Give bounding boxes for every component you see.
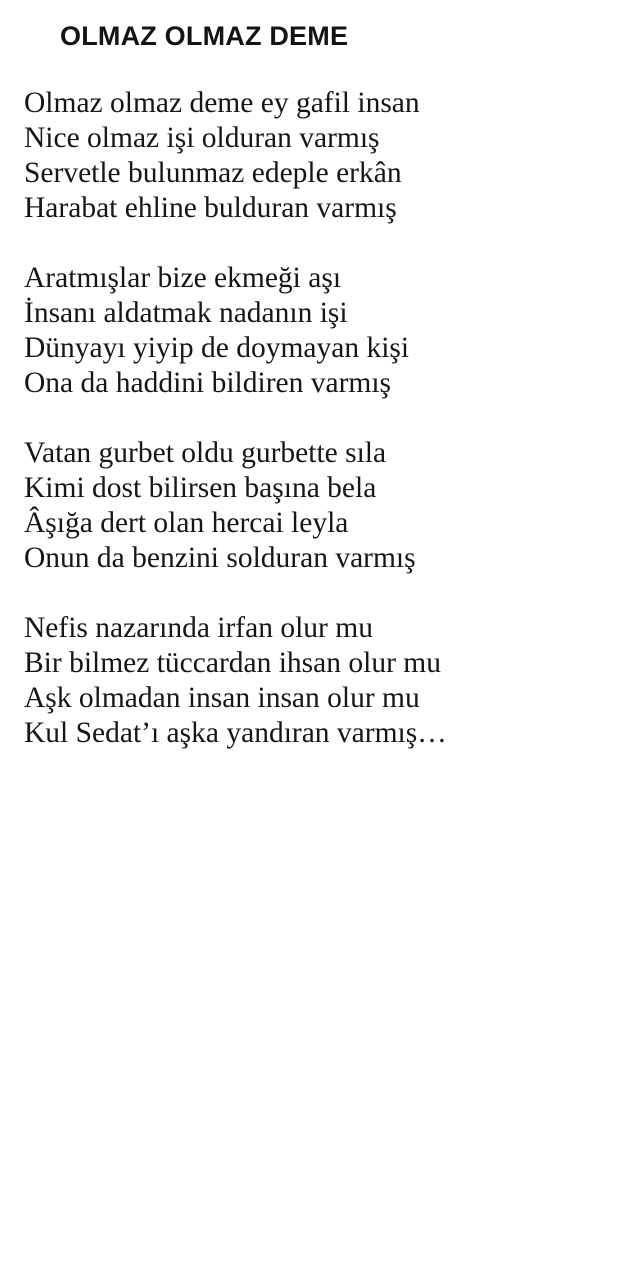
poem-line: Kimi dost bilirsen başına bela <box>24 472 377 504</box>
poem-line: Vatan gurbet oldu gurbette sıla <box>24 437 387 469</box>
poem-line: Aratmışlar bize ekmeği aşı <box>24 262 342 294</box>
poem-line: Aşk olmadan insan insan olur mu <box>24 682 420 714</box>
poem-line: Servetle bulunmaz edeple erkân <box>24 157 402 189</box>
poem-line: Nice olmaz işi olduran varmış <box>24 122 380 154</box>
poem-line: Ona da haddini bildiren varmış <box>24 367 392 399</box>
poem-line: Kul Sedat’ı aşka yandıran varmış… <box>24 717 447 749</box>
poem-line: Harabat ehline bulduran varmış <box>24 192 397 224</box>
poem-body <box>24 86 624 786</box>
poem-line: Olmaz olmaz deme ey gafil insan <box>24 87 420 119</box>
poem-line: Onun da benzini solduran varmış <box>24 542 416 574</box>
poem-line: Dünyayı yiyip de doymayan kişi <box>24 332 410 364</box>
stanza-1 <box>24 86 624 226</box>
poem-line: İnsanı aldatmak nadanın işi <box>24 297 348 329</box>
poem-title: OLMAZ OLMAZ DEME <box>60 21 349 51</box>
poem-line: Nefis nazarında irfan olur mu <box>24 612 373 644</box>
poem-line: Âşığa dert olan hercai leyla <box>24 507 349 539</box>
stanza-3 <box>24 436 624 576</box>
stanza-2 <box>24 261 624 401</box>
poem-line: Bir bilmez tüccardan ihsan olur mu <box>24 647 441 679</box>
stanza-4 <box>24 611 624 751</box>
